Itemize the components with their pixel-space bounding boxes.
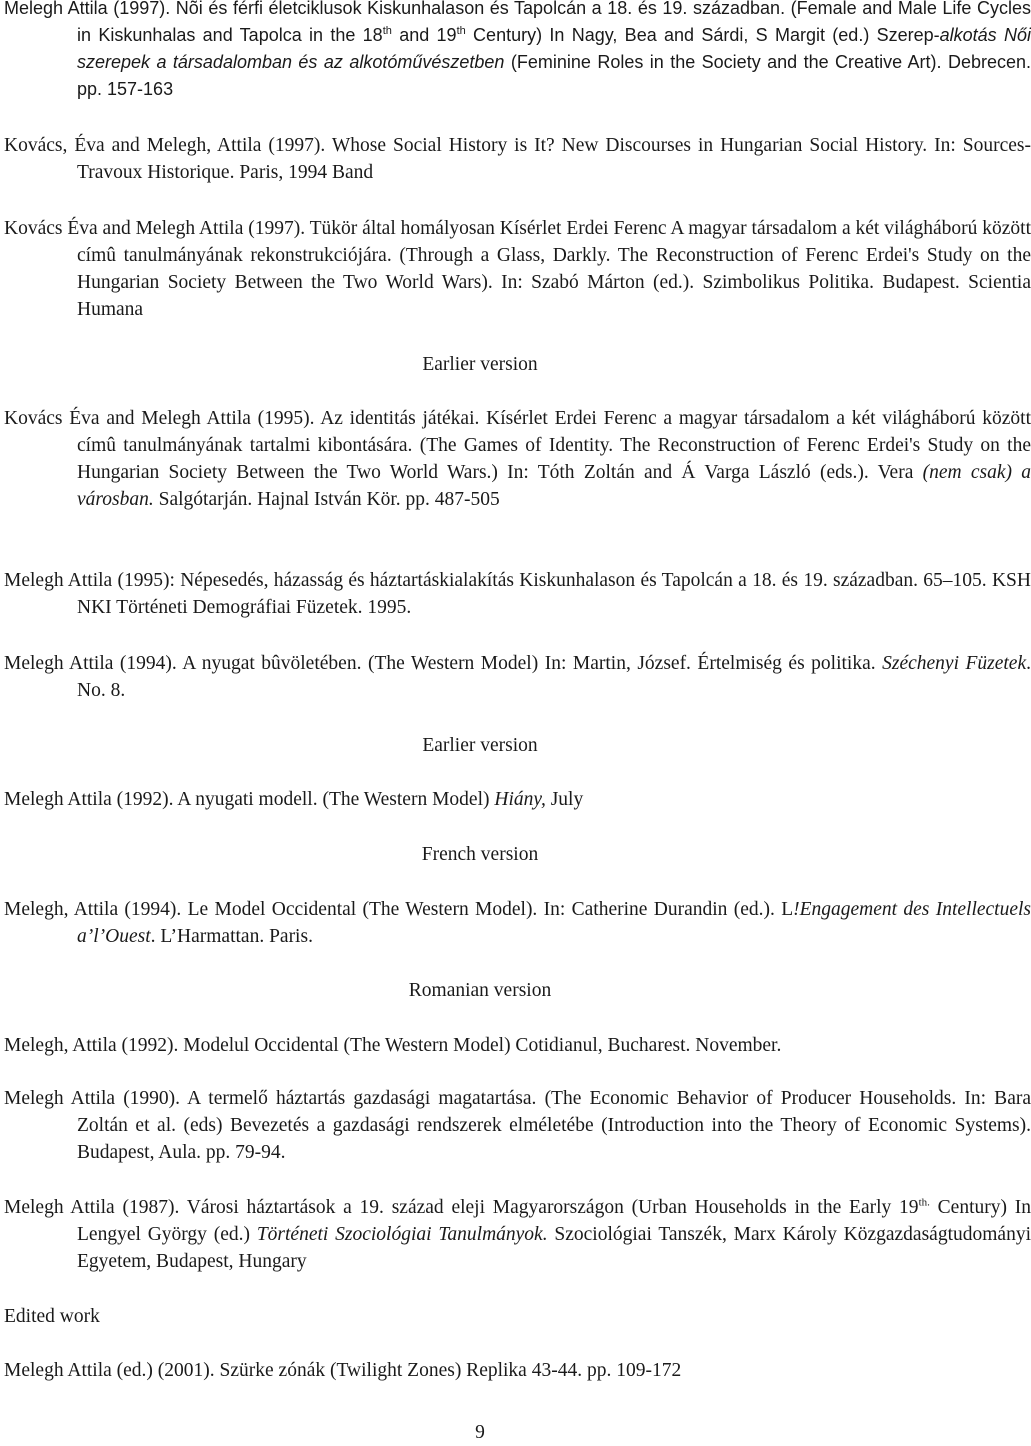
reference-melegh-1997-life-cycles (4, 0, 1031, 103)
reference-text: Melegh Attila (1994). A nyugat bûvöletében. (The Western Model) In: Martin, József. Értelmiség és politika. (4, 653, 883, 674)
reference-text: Melegh, Attila (1994). Le Model Occidental (The Western Model). In: Catherine Durandin (ed.). L (4, 899, 794, 920)
reference-text: Melegh Attila (1987). Városi háztartások a 19. század eleji Magyarországon (Urban Households in the Early 19 (4, 1197, 919, 1218)
reference-melegh-1992-modelul-occidental: Melegh, Attila (1992). Modelul Occidental (The Western Model) Cotidianul, Bucharest. November. (4, 1035, 782, 1056)
reference-melegh-1995-nepesedes: Melegh Attila (1995): Népesedés, házasság és háztartáskialakítás Kiskunhalason és Tapolcán a 18. és 19. században. 65–105. KSH NKI Történeti Demográfiai Füzetek. 1995. (4, 570, 1031, 618)
reference-melegh-1987-varosi-haztartasok (4, 1194, 1031, 1275)
reference-text: . L’Harmattan. Paris. (150, 926, 313, 947)
reference-melegh-1990-termelo-haztartas: Melegh Attila (1990). A termelő háztartás gazdasági magatartása. (The Economic Behavior of Producer Households. In: Bara Zoltán et al. (eds) Bevezetés a gazdasági rendszerek elméletébe (Introduction into the Theory of Economic Systems). Budapest, Aula. pp. 79-94. (4, 1088, 1031, 1163)
section-heading-french-version: French version (421, 844, 539, 865)
section-heading-edited-work: Edited work (4, 1306, 100, 1327)
section-heading-earlier-version-2: Earlier version (422, 735, 538, 756)
superscript: th (456, 25, 466, 37)
reference-title-italic: !Engagement des Intellectuels a’l’Ouest (77, 899, 1031, 947)
superscript: th. (918, 1196, 930, 1209)
reference-kovacs-melegh-1997-social-history: Kovács, Éva and Melegh, Attila (1997). Whose Social History is It? New Discourses in Hungarian Social History. In: Sources-Travoux Historique. Paris, 1994 Band (4, 135, 1031, 183)
reference-kovacs-melegh-1995-identitas (4, 405, 1031, 513)
section-heading-earlier-version: Earlier version (422, 354, 538, 375)
reference-melegh-2001-szurke-zonak: Melegh Attila (ed.) (2001). Szürke zónák (Twilight Zones) Replika 43-44. pp. 109-172 (4, 1360, 682, 1381)
reference-melegh-1994-nyugat (4, 650, 1031, 704)
reference-kovacs-melegh-1997-tukor: Kovács Éva and Melegh Attila (1997). Tükör által homályosan Kísérlet Erdei Ferenc A magyar társadalom a két világháború között címû tanulmányának rekonstrukciójára. (Through a Glass, Darkly. The Reconstruction of Ferenc Erdei's Study on the Hungarian Society Between the Two World Wars). In: Szabó Márton (ed.). Szimbolikus Politika. Budapest. Scientia Humana (4, 218, 1031, 320)
superscript: th (382, 25, 392, 37)
reference-text: Melegh Attila (1997). Nõi és férfi életciklusok Kiskunhalason és Tapolcán a 18. és 19. században. (Female and Male Life Cycles in Kiskunhalas and Tapolca in the 18 (4, 0, 1031, 45)
reference-text: and 19 (391, 25, 457, 45)
reference-text: Szociológiai Tanszék, Marx Károly Közgazdaságtudományi Egyetem, Budapest, Hungary (77, 1224, 1031, 1272)
reference-text: . No. 8. (77, 653, 1031, 701)
reference-text: Century) In Nagy, Bea and Sárdi, S Margit (ed.) Szerep- (465, 25, 940, 45)
reference-title-italic: Történeti Szociológiai Tanulmányok. (256, 1224, 548, 1245)
reference-title-italic: Széchenyi Füzetek (882, 653, 1027, 674)
reference-melegh-1994-model-occidental (4, 896, 1031, 950)
reference-melegh-1992-nyugati-modell (4, 786, 1031, 813)
reference-text: Century) In Lengyel György (ed.) (77, 1197, 1031, 1245)
reference-text: (Feminine Roles in the Society and the Creative Art). Debrecen. pp. 157-163 (77, 52, 1031, 99)
page-number: 9 (475, 1422, 485, 1443)
reference-text: Kovács Éva and Melegh Attila (1995). Az identitás játékai. Kísérlet Erdei Ferenc a magyar társadalom a két világháború között címû tanulmányának tartalmi kibontására. (The Games of Identity. The Reconstruction of Ferenc Erdei's Study on the Hungarian Society Between the Two World Wars.) In: Tóth Zoltán and Á Varga László (eds.). Vera (4, 408, 1031, 483)
reference-title-italic: Hiány, (494, 789, 546, 810)
reference-title-italic: alkotás Női szerepek a társadalomban és az alkotóművészetben (77, 25, 1031, 72)
reference-text: Salgótarján. Hajnal István Kör. pp. 487-505 (153, 489, 500, 510)
section-heading-romanian-version: Romanian version (408, 980, 552, 1001)
reference-text: Melegh Attila (1992). A nyugati modell. (The Western Model) (4, 789, 495, 810)
reference-title-italic: (nem csak) a városban. (77, 462, 1031, 510)
reference-text: July (545, 789, 584, 810)
